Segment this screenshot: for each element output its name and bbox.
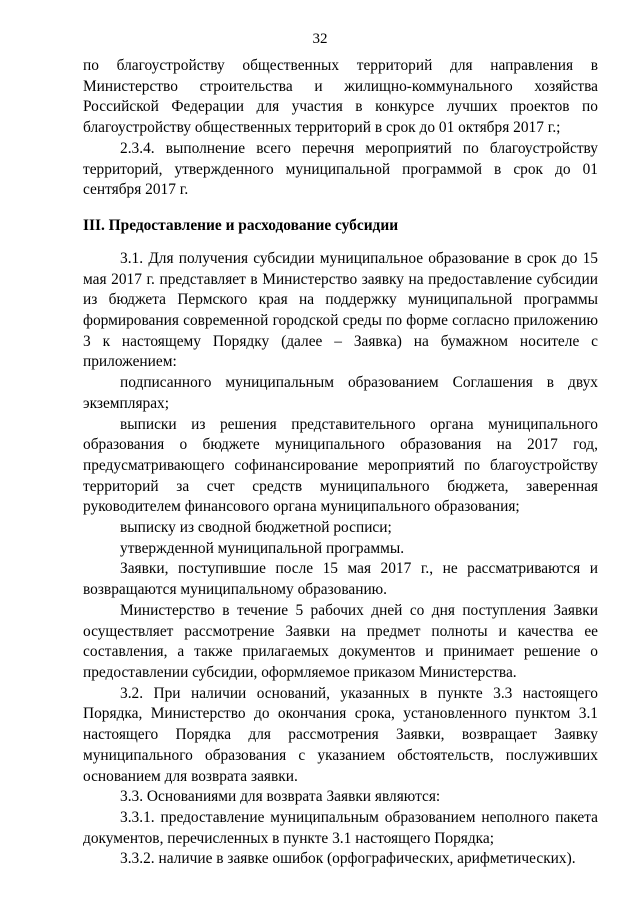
document-body <box>83 56 598 870</box>
page-number: 32 <box>312 31 328 47</box>
paragraph-continuation: по благоустройству общественных территорий для направления в Министерство строительства и жилищно-коммунального хозяйства Российской Федерации для участия в конкурсе лучших проектов по благоустройству общественных территорий в срок до 01 октября 2017 г.; <box>83 57 598 137</box>
paragraph-3-3-1: 3.3.1. предоставление муниципальным образованием неполного пакета документов, перечисленных в пункте 3.1 настоящего Порядка; <box>83 808 598 847</box>
paragraph-3-1: 3.1. Для получения субсидии муниципальное образование в срок до 15 мая 2017 г. представляет в Министерство заявку на предоставление субсидии из бюджета Пермского края на поддержку муниципальной программы формирования современной городской среды по форме согласно приложению 3 к настоящему Порядку (далее – Заявка) на бумажном носителе с приложением: <box>83 249 598 371</box>
paragraph-attachment-budget-decision: выписки из решения представительного органа муниципального образования о бюджете муниципального образования на 2017 год, предусматривающего софинансирование мероприятий по благоустройству территорий за счет средств муниципального бюджета, заверенная руководителем финансового органа муниципального образования; <box>83 415 598 516</box>
paragraph-2-3-4: 2.3.4. выполнение всего перечня мероприятий по благоустройству территорий, утвержденного муниципальной программой в срок до 01 сентября 2017 г. <box>83 139 598 199</box>
paragraph-ministry-review: Министерство в течение 5 рабочих дней со дня поступления Заявки осуществляет рассмотрение Заявки на предмет полноты и качества ее составления, а также прилагаемых документов и принимает решение о предоставлении субсидии, оформляемое приказом Министерства. <box>83 601 598 681</box>
paragraph-3-3: 3.3. Основаниями для возврата Заявки являются: <box>120 788 441 806</box>
paragraph-attachment-budget-list: выписку из сводной бюджетной росписи; <box>120 519 392 537</box>
paragraph-attachment-agreement: подписанного муниципальным образованием Соглашения в двух экземплярах; <box>83 374 598 412</box>
paragraph-late-applications: Заявки, поступившие после 15 мая 2017 г., не рассматриваются и возвращаются муниципальному образованию. <box>83 560 598 599</box>
paragraph-3-3-2: 3.3.2. наличие в заявке ошибок (орфографических, арифметических). <box>120 850 576 868</box>
paragraph-attachment-program: утвержденной муниципальной программы. <box>120 539 405 557</box>
section-heading: III. Предоставление и расходование субсидии <box>83 216 399 234</box>
paragraph-3-2: 3.2. При наличии оснований, указанных в пункте 3.3 настоящего Порядка, Министерство до окончания срока, установленного пунктом 3.1 настоящего Порядка для рассмотрения Заявки, возвращает Заявку муниципального образования с указанием обстоятельств, послуживших основанием для возврата заявки. <box>83 684 598 785</box>
